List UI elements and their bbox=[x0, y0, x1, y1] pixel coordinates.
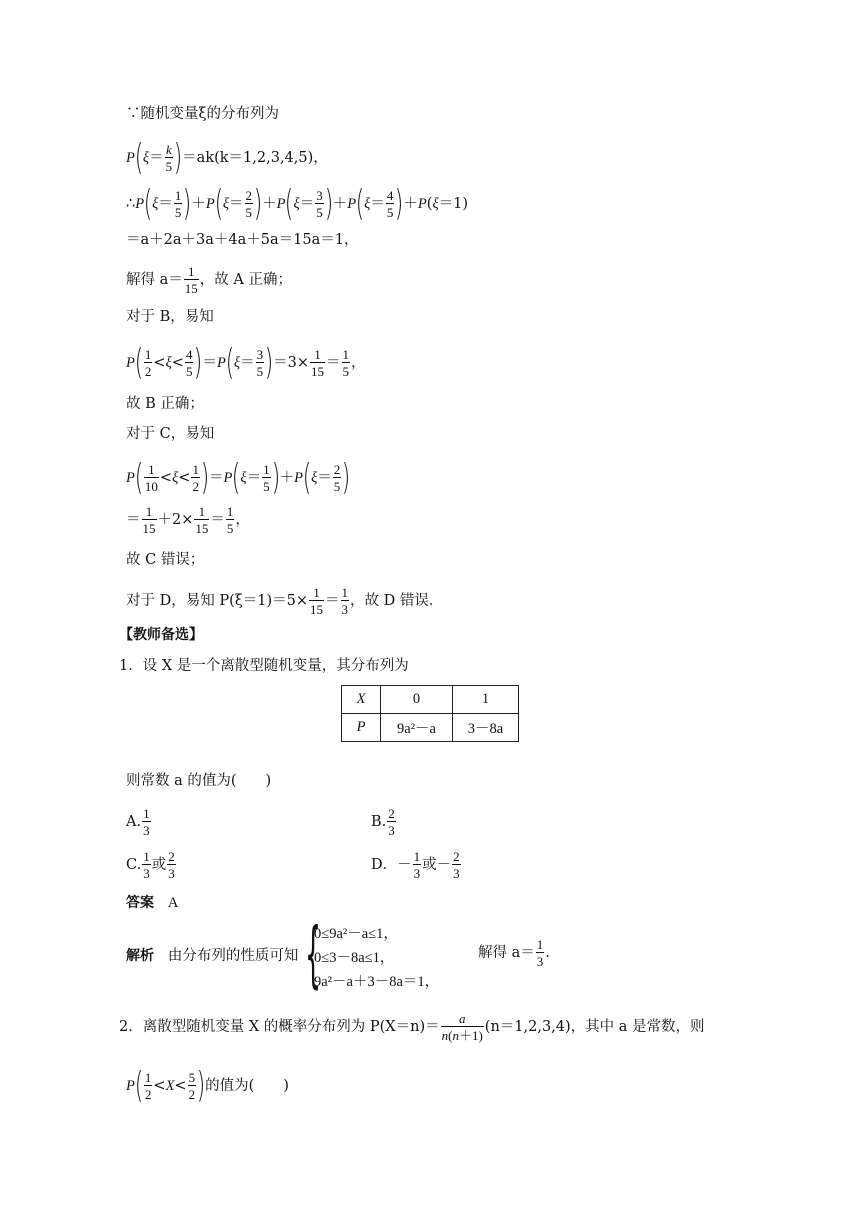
question-1-prompt: 则常数 a 的值为( ) bbox=[126, 773, 272, 789]
left-brace-icon: { bbox=[305, 912, 322, 996]
solution-line-13: 对于 D，易知 P(ξ＝1)＝5× $\frac{1}{15}$ ＝ $\frac{1}{3}$ ，故 D 错误． bbox=[126, 585, 444, 617]
case-row-2: 0≤3－8a≤1， bbox=[314, 950, 395, 966]
solution-line-4: ＝a＋2a＋3a＋4a＋5a＝15a＝1， bbox=[126, 232, 359, 248]
solution-line-6: 对于 B，易知 bbox=[126, 309, 214, 325]
question-2-stem: 2．离散型随机变量 X 的概率分布列为 P(X＝n)＝ $\frac{a}{n(n+1)}$ (n＝1,2,3,4)，其中 a 是常数，则 bbox=[119, 1011, 705, 1043]
solution-line-12: 故 C 错误； bbox=[126, 552, 205, 568]
table-cell: P bbox=[342, 714, 381, 742]
solution-line-5: 解得 a＝ $\frac{1}{15}$ ，故 A 正确； bbox=[126, 264, 292, 296]
solution-line-2: P(ξ＝ $\frac{k}{5}$ )＝ak(k＝1,2,3,4,5)， bbox=[126, 137, 328, 178]
therefore-symbol: ∴ bbox=[126, 196, 136, 212]
line-2-tail: ＝ak(k＝1,2,3,4,5)， bbox=[182, 150, 328, 166]
question-2-tail: P( $\frac{1}{2}$ <X< $\frac{5}{2}$ )的值为( ) bbox=[126, 1065, 289, 1106]
option-b: B. $\frac{2}{3}$ bbox=[371, 806, 395, 838]
option-c: C. $\frac{1}{3}$ 或 $\frac{2}{3}$ bbox=[126, 849, 175, 881]
table-cell: 3－8a bbox=[453, 714, 519, 742]
case-row-1: 0≤9a²－a≤1， bbox=[314, 926, 398, 942]
answer-line: 答案 A bbox=[126, 895, 179, 911]
distribution-table bbox=[341, 685, 519, 742]
solution-line-7: P( $\frac{1}{2}$ <ξ< $\frac{4}{5}$ )＝P(ξ＝ $\frac{3}{5}$ )＝3× $\frac{1}{15}$ ＝ $\frac{1}{5}$ ， bbox=[126, 342, 366, 383]
table-cell: X bbox=[342, 686, 381, 714]
case-row-3: 9a²－a＋3－8a＝1， bbox=[314, 974, 440, 990]
option-a: A. $\frac{1}{3}$ bbox=[126, 806, 150, 838]
solution-line-10: P( $\frac{1}{10}$ <ξ< $\frac{1}{2}$ )＝P(ξ＝ $\frac{1}{5}$ )＋P(ξ＝ $\frac{2}{5}$ ) bbox=[126, 457, 351, 498]
solution-line-9: 对于 C，易知 bbox=[126, 426, 215, 442]
solution-line-1: ∵随机变量ξ的分布列为 bbox=[126, 106, 279, 122]
solution-line-11: ＝ $\frac{1}{15}$ ＋2× $\frac{1}{15}$ ＝ $\frac{1}{5}$ ， bbox=[126, 504, 250, 536]
option-d: D．－ $\frac{1}{3}$ 或－ $\frac{2}{3}$ bbox=[371, 849, 460, 881]
analysis-label-line: 解析 由分布列的性质可知 bbox=[126, 948, 299, 964]
table-row bbox=[342, 686, 519, 714]
table-cell: 9a²－a bbox=[381, 714, 453, 742]
solution-line-8: 故 B 正确； bbox=[126, 396, 204, 412]
table-cell: 0 bbox=[381, 686, 453, 714]
solution-line-3: ∴P(ξ＝ $\frac{1}{5}$ )＋P(ξ＝ $\frac{2}{5}$ )＋P(ξ＝ $\frac{3}{5}$ )＋P(ξ＝ $\frac{4}{5}$ )＋P(ξ＝1) bbox=[126, 183, 469, 224]
table-row bbox=[342, 714, 519, 742]
teacher-section-heading: 【教师备选】 bbox=[119, 627, 203, 643]
analysis-result: 解得 a＝ $\frac{1}{3}$ . bbox=[478, 937, 550, 969]
table-cell: 1 bbox=[453, 686, 519, 714]
question-1-stem: 1．设 X 是一个离散型随机变量，其分布列为 bbox=[119, 658, 409, 674]
